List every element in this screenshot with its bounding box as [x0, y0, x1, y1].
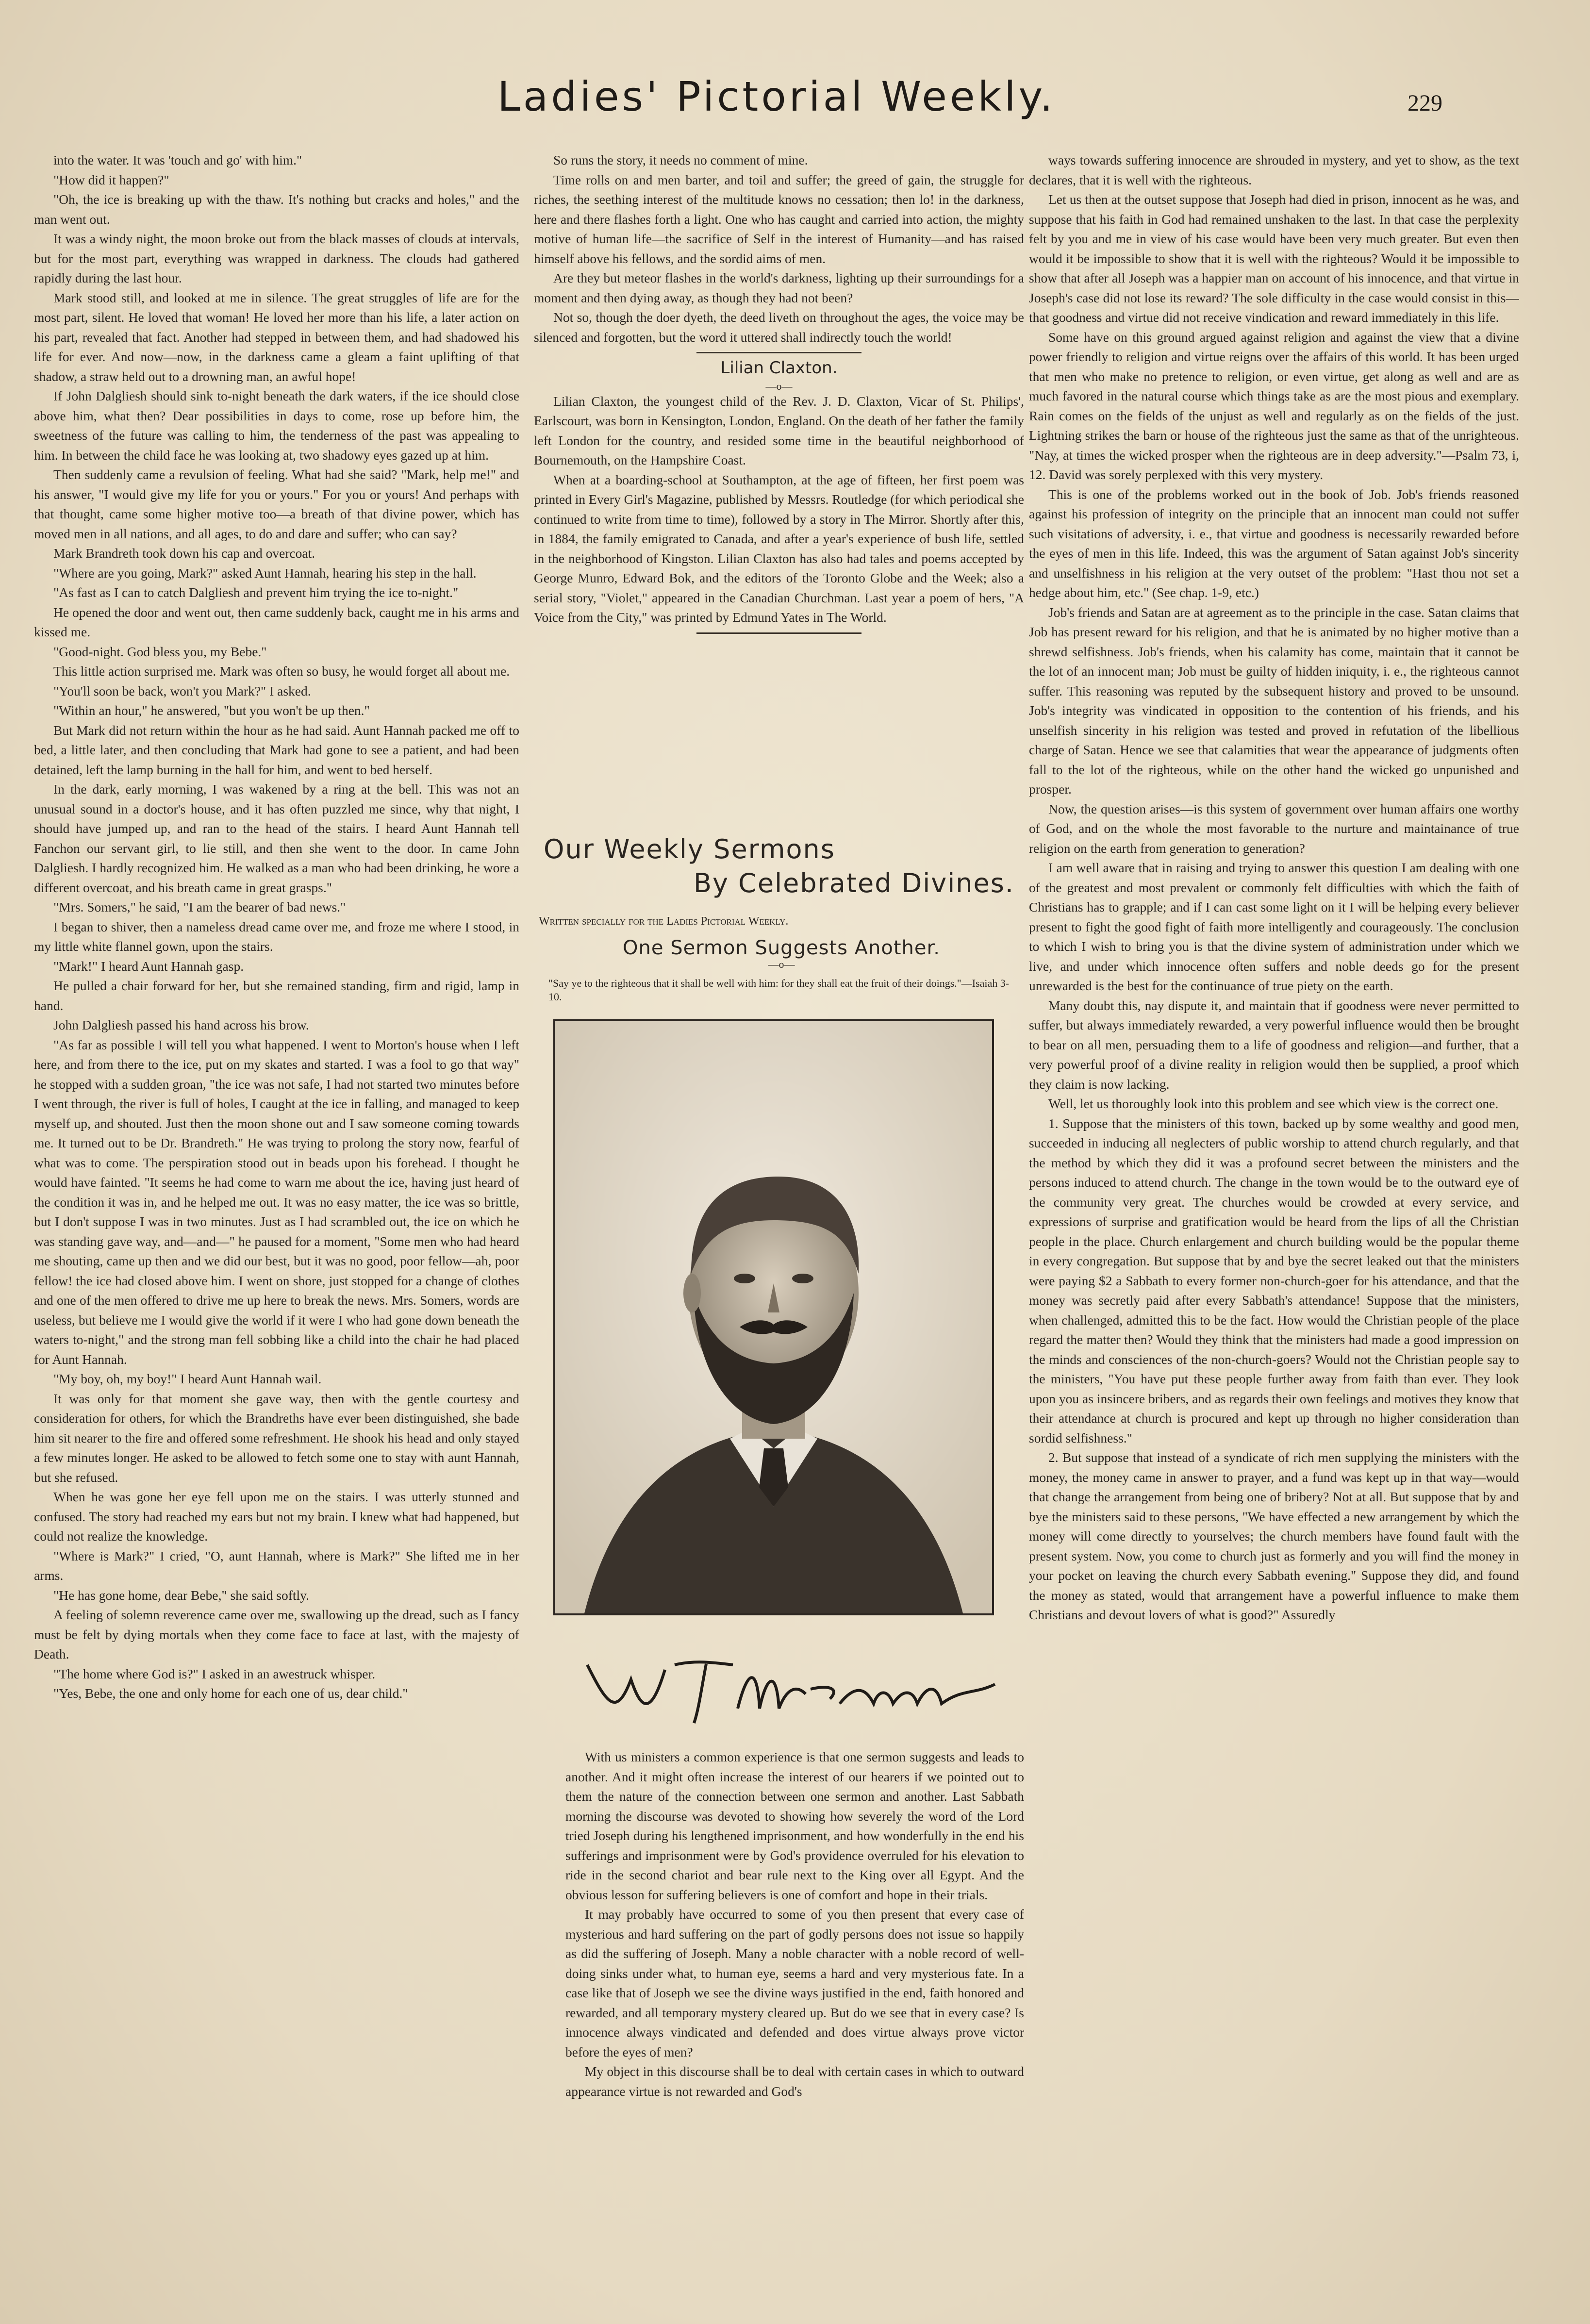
story-paragraph: "My boy, oh, my boy!" I heard Aunt Hannah wail.	[53, 1371, 322, 1386]
story-paragraph: Mark Brandreth took down his cap and overcoat.	[53, 546, 315, 561]
sermon-paragraph: Now, the question arises—is this system of government over human affairs one worthy of God, and on the whole the most favorable to the nurture and maintainance of true religion on the earth from generation to generation?	[1029, 801, 1519, 856]
written-for-credit: Written specially for the Ladies Pictorial Weekly.	[539, 915, 789, 928]
story-paragraph: "He has gone home, dear Bebe," she said softly.	[53, 1587, 309, 1603]
story-paragraph: I began to shiver, then a nameless dread came over me, and froze me where I stood, in my little white flannel gown, upon the stairs.	[34, 919, 519, 954]
story-paragraph: "You'll soon be back, won't you Mark?" I asked.	[53, 683, 311, 698]
story-paragraph: "Within an hour," he answered, "but you won't be up then."	[53, 703, 370, 718]
sermon-title-line1: Our Weekly Sermons	[544, 834, 835, 864]
ornament-divider: —o—	[768, 958, 795, 970]
bio-paragraph: When at a boarding-school at Southampton, at the age of fifteen, her first poem was printed in Every Girl's Magazine, published by Messrs. Routledge (for which periodical she continued to write from time to time), followed by a story in The Mirror. Shortly after this, in 1884, the family emigrated to Canada, and after a year's experience of bush life, settled in the neighborhood of Kingston. Lilian Claxton has also had tales and poems accepted by George Munro, Edward Bok, and the editors of the Toronto Globe and the Week; also a serial story, "Violet," appeared in the Canadian Churchman. Last year a poem of hers, "A Voice from the City," was printed by Edmund Yates in The World.	[534, 472, 1024, 625]
column-3	[1029, 150, 1519, 2228]
sermon-epigraph: "Say ye to the righteous that it shall be well with him: for they shall eat the fruit of their doings."—Isaiah 3-10.	[548, 977, 1010, 1003]
story-paragraph: Are they but meteor flashes in the world's darkness, lighting up their surroundings for a moment and then dying away, as though they had not been?	[534, 270, 1024, 305]
sermon-paragraph: Well, let us thoroughly look into this problem and see which view is the correct one.	[1048, 1096, 1499, 1111]
story-paragraph: "Where is Mark?" I cried, "O, aunt Hannah, where is Mark?" She lifted me in her arms.	[34, 1548, 519, 1583]
story-paragraph: When he was gone her eye fell upon me on the stairs. I was utterly stunned and confused. The story had reached my ears but not my brain. I knew what had happened, but could not realize the knowledge.	[34, 1489, 519, 1544]
author-signature	[578, 1636, 1005, 1733]
story-paragraph: Time rolls on and men barter, and toil and suffer; the greed of gain, the struggle for riches, the seething interest of the multitude knows no cessation; then lo! in the darkness, here and there flashes forth a light. One who has caught and carried into action, the mighty motive of human life—the sacrifice of Self in the interest of Humanity—and has raised himself above his fellows, and the sordid aims of men.	[534, 172, 1024, 266]
portrait-illustration	[555, 1021, 992, 1613]
sermon-paragraph: I am well aware that in raising and trying to answer this question I am dealing with one of the greatest and most prevalent or commonly felt difficulties with which the faith of Christians has to grapple; and if I can cast some light on it I will be helping every believer present to fight the good fight of faith more intelligently and courageously. The conclusion to which I wish to bring you is that the divine system of administration under which we live, and under which innocence often suffers and noble deeds go for the present unrewarded is the best for the continuance of true piety on the earth.	[1029, 860, 1519, 993]
story-paragraph: "Yes, Bebe, the one and only home for each one of us, dear child."	[53, 1686, 408, 1701]
ornament-divider: —o—	[765, 380, 793, 392]
story-paragraph: "Oh, the ice is breaking up with the thaw. It's nothing but cracks and holes," and the man went out.	[34, 192, 519, 227]
sermon-paragraph: Let us then at the outset suppose that Joseph had died in prison, innocent as he was, and suppose that his faith in God had remained unshaken to the last. In that case the perplexity felt by you and me in view of his case would have been very much greater. But even then would it be impossible to show that it is well with the righteous? Would it be impossible to show that after all Joseph was a happier man on account of his innocence, and that virtue in Joseph's case did not lose its reward? The sole difficulty in the case would consist in this—that goodness and virtue did not receive vindication and reward immediately in this life.	[1029, 192, 1519, 325]
section-rule	[696, 352, 861, 353]
masthead: Ladies' Pictorial Weekly.	[497, 73, 1056, 120]
story-paragraph: It was only for that moment she gave way, then with the gentle courtesy and consideration for others, for which the Brandreths have ever been distinguished, she bade him sit nearer to the fire and offered some refreshment. He shook his head and only stayed a few minutes longer. He asked to be allowed to fetch some one to stay with aunt Hannah, but she refused.	[34, 1391, 519, 1485]
story-paragraph: Not so, though the doer dyeth, the deed liveth on throughout the ages, the voice may be silenced and forgotten, but the word it uttered shall indirectly touch the world!	[534, 310, 1024, 345]
sermon-paragraph: My object in this discourse shall be to deal with certain cases in which to outward appearance virtue is not rewarded and God's	[565, 2064, 1024, 2099]
sermon-paragraph: It may probably have occurred to some of you then present that every case of mysterious and hard suffering on the part of godly persons does not issue so happily as did the suffering of Joseph. Many a noble character with a noble record of well-doing sinks under what, to human eye, seems a hard and very mysterious fate. In a case like that of Joseph we see the divine ways justified in the end, faith honored and rewarded, and all temporary mystery cleared up. But do we see that in every case? Is innocence always vindicated and defended and does virtue always prove victor before the eyes of men?	[565, 1907, 1024, 2059]
signature-drawing	[578, 1636, 1005, 1733]
story-paragraph: Then suddenly came a revulsion of feeling. What had she said? "Mark, help me!" and his answer, "I would give my life for you or yours." For you or yours! And perhaps with that thought, came some higher motive too—a breath of that divine power, which has moved men in all nations, and all ages, to do and dare and suffer; who can say?	[34, 467, 519, 541]
story-paragraph: "How did it happen?"	[53, 172, 169, 187]
sermon-paragraph: Job's friends and Satan are at agreement as to the principle in the case. Satan claims that Job has present reward for his religion, and that he is animated by no higher motive than a shrewd selfishness. Job's friends, when his calamity has come, maintain that it cannot be the lot of an innocent man; Job must be guilty of hidden iniquity, i. e., the righteous cannot suffer. This reasoning was reputed by the subsequent history and proved to be unsound. Job's integrity was vindicated in opposition to the contention of his friends, and his unselfish sincerity in his religion was tested and proved in refutation of the libellious charge of Satan. Hence we see that calamities that wear the appearance of judgments often fall to the lot of the righteous, while on the other hand the wicked go unpunished and prosper.	[1029, 604, 1519, 797]
story-paragraph: "Mrs. Somers," he said, "I am the bearer of bad news."	[53, 899, 346, 914]
story-paragraph: "Where are you going, Mark?" asked Aunt Hannah, hearing his step in the hall.	[53, 565, 477, 581]
sermon-paragraph: 1. Suppose that the ministers of this town, backed up by some wealthy and good men, succeeded in inducing all neglecters of public worship to attend church regularly, and that the method by which they did it was a profound secret between the ministers and the persons induced to attend church. The change in the town would be to the outward eye of the community very great. The churches would be crowded at every service, and expressions of surprise and gratification would be heard from the lips of all the Christian people in the place. Church enlargement and church building would be the popular theme in every congregation. But suppose that by and bye the secret leaked out that the ministers were paying $2 a Sabbath to every former non-church-goer for his attendance, and that the money was secretly paid after every Sabbath's attendance! Suppose that the ministers, when challenged, admitted this to be the fact. How would the Christian people of the place regard the matter then? Would they think that the ministers had made a good impression on the minds and consciences of the non-church-goers? Would not the Christian people say to the ministers, "You have put these people further away from faith than ever. They look upon you as insincere bribers, and as regards their own feelings and motives they know that their attendance at church is procured and kept up through no higher consideration than sordid selfishness."	[1029, 1115, 1519, 1445]
story-paragraph: It was a windy night, the moon broke out from the black masses of clouds at intervals, but for the most part, everything was wrapped in darkness. The clouds had gathered rapidly during the last hour.	[34, 231, 519, 285]
story-paragraph: A feeling of solemn reverence came over me, swallowing up the dread, such as I fancy must be felt by dying mortals when they come face to face at last, with the majesty of Death.	[34, 1607, 519, 1661]
story-paragraph: "Mark!" I heard Aunt Hannah gasp.	[53, 958, 244, 974]
column-2-bottom	[565, 1747, 1024, 2233]
sermon-paragraph: With us ministers a common experience is that one sermon suggests and leads to another. And it might often increase the interest of our hearers if we pointed out to them the nature of the connection between one sermon and another. Last Sabbath morning the discourse was devoted to showing how severely the word of the Lord tried Joseph during his lengthened imprisonment, and how wonderfully in the end his sufferings and imprisonment were by God's providence overruled for his elevation to ride in the second chariot and bear rule next to the King over all Egypt. And the obvious lesson for suffering believers is one of comfort and hope in their trials.	[565, 1749, 1024, 1902]
sermon-paragraph: ways towards suffering innocence are shrouded in mystery, and yet to show, as the text declares, that it is well with the righteous.	[1029, 152, 1519, 187]
story-paragraph: into the water. It was 'touch and go' with him."	[53, 152, 302, 167]
story-paragraph: "The home where God is?" I asked in an awestruck whisper.	[53, 1666, 376, 1681]
story-paragraph: But Mark did not return within the hour as he had said. Aunt Hannah packed me off to bed, a little later, and then concluding that Mark had gone to see a patient, and had been detained, left the lamp burning in the hall for him, and went to bed herself.	[34, 722, 519, 777]
column-1	[34, 150, 519, 2228]
story-paragraph: This little action surprised me. Mark was often so busy, he would forget all about me.	[53, 664, 510, 679]
sermon-paragraph: Some have on this ground argued against religion and against the view that a divine power friendly to religion and virtue reigns over the affairs of this world. It has been urged that men who make no pretence to religion, or even virtue, get along as well and are as much favored in the natural course which things take as are the most pious and exemplary. Rain comes on the fields of the unjust as well and regularly as on the fields of the just. Lightning strikes the barn or house of the righteous just the same as that of the unrighteous. "Nay, at times the wicked prosper when the righteous are in deep adversity."—Psalm 73, i, 12. David was sorely perplexed with this very mystery.	[1029, 329, 1519, 482]
story-paragraph: He opened the door and went out, then came suddenly back, caught me in his arms and kissed me.	[34, 604, 519, 639]
sermon-paragraph: This is one of the problems worked out in the book of Job. Job's friends reasoned against his profession of integrity on the principle that an innocent man could not suffer such visitations of adversity, i. e., that virtue and goodness is necessarily rewarded before the eyes of men in this life. Indeed, this was the argument of Satan against Job's sincerity and unselfishness in his religion at the very outset of the problem: "Hast thou not set a hedge about him, etc." (See chap. 1-9, etc.)	[1029, 486, 1519, 600]
bio-paragraph: Lilian Claxton, the youngest child of the Rev. J. D. Claxton, Vicar of St. Philips', Earlscourt, was born in Kensington, London, England. On the death of her father the family left London for the country, and resided some time in the beautiful neighborhood of Bournemouth, on the Hampshire Coast.	[534, 393, 1024, 467]
section-rule	[696, 632, 861, 634]
sermon-paragraph: Many doubt this, nay dispute it, and maintain that if goodness were never permitted to suffer, but always immediately rewarded, a very powerful influence would then be brought to bear on all men, persuading them to a life of goodness and religion—and further, that a very powerful proof of a divine reality in religion would then be supplied, a proof which they claim is now lacking.	[1029, 997, 1519, 1092]
sermon-heading-block	[539, 832, 1024, 1004]
page-number: 229	[1408, 90, 1442, 116]
story-paragraph: "Good-night. God bless you, my Bebe."	[53, 644, 267, 659]
column-2-top	[534, 150, 1024, 796]
story-paragraph: Mark stood still, and looked at me in silence. The great struggles of life are for the most part, silent. He loved that woman! He loved her more than his life, a later action on his part, revealed that fact. Another had stepped in between them, and had shadowed his life for ever. And now—now, in the darkness came a gleam a faint uplifting of that shadow, a straw held out to a drowning man, an awful hope!	[34, 290, 519, 384]
story-paragraph: "As far as possible I will tell you what happened. I went to Morton's house when I left here, and from there to the ice, put on my skates and started. I was a fool to go that way" he stopped with a sudden groan, "the ice was not safe, I had not started two minutes before I went through, the river is full of holes, I caught at the ice in falling, and managed to keep myself up, and shouted. Just then the moon shone out and I saw someone coming towards me. It turned out to be Dr. Brandreth." He was trying to prolong the story now, fearful of what was to come. The perspiration stood out in beads upon his forehead. I thought he would have fainted. "It seems he had come to warn me about the ice, having just heard of the condition it was in, and he helped me out. It was no easy matter, the ice was so brittle, but I don't suppose I was in two minutes. Just as I had scrambled out, the ice on which he was standing gave way, and—and—" he paused for a moment, "Some men who had heard me shouting, came up then and we did our best, but it was no good, poor fellow—ah, poor fellow! the ice had closed above him. I went on shore, just stopped for a change of clothes and one of the men offered to drive me up here to break the news. Mrs. Somers, words are useless, but believe me I would give the world if it were I who had gone down beneath the waters to-night," and the strong man fell sobbing like a child into the chair he had placed for Aunt Hannah.	[34, 1037, 519, 1367]
story-paragraph: He pulled a chair forward for her, but she remained standing, firm and rigid, lamp in hand.	[34, 978, 519, 1013]
sermon-paragraph: 2. But suppose that instead of a syndicate of rich men supplying the ministers with the money, the money came in answer to prayer, and a fund was kept up in that way—would that change the arrangement from being one of bribery? Not at all. But suppose that by and bye the ministers said to these persons, "We have effected a new arrangement by which the money will come directly to yourselves; the church members have found fault with the present system. Now, you come to church just as formerly and you will find the money in your pocket on leaving the church every Sabbath evening." Suppose they did, and found the money as stated, would that arrangement have a powerful influence to make them Christians and devout lovers of what is good?" Assuredly	[1029, 1450, 1519, 1622]
sermon-subheading: One Sermon Suggests Another.	[623, 937, 940, 959]
story-paragraph: In the dark, early morning, I was wakened by a ring at the bell. This was not an unusual sound in a doctor's house, and it has often puzzled me since, why that night, I should have jumped up, and ran to the head of the stairs. I heard Aunt Hannah tell Fanchon our servant girl, to lie still, and then she went to the door. In came John Dalgliesh. I hardly recognized him. He walked as a man who had been drinking, he wore a different overcoat, and his breath came in great grasps."	[34, 781, 519, 895]
sermon-title-line2: By Celebrated Divines.	[693, 868, 1014, 898]
lilian-claxton-heading: Lilian Claxton.	[720, 358, 838, 378]
story-paragraph: John Dalgliesh passed his hand across his brow.	[53, 1017, 309, 1032]
story-paragraph: If John Dalgliesh should sink to-night beneath the dark waters, if the ice should close above him, what then? Dear possibilities in days to come, rose up before him, the sweetness of the future was calling to him, the tenderness of the past was appealing to him. In between the child face he was looking at, two shadowy eyes gazed up at him.	[34, 388, 519, 463]
story-paragraph: "As fast as I can to catch Dalgliesh and prevent him trying the ice to-night."	[53, 585, 459, 600]
portrait-photo	[553, 1019, 994, 1615]
story-paragraph: So runs the story, it needs no comment of mine.	[553, 152, 808, 167]
